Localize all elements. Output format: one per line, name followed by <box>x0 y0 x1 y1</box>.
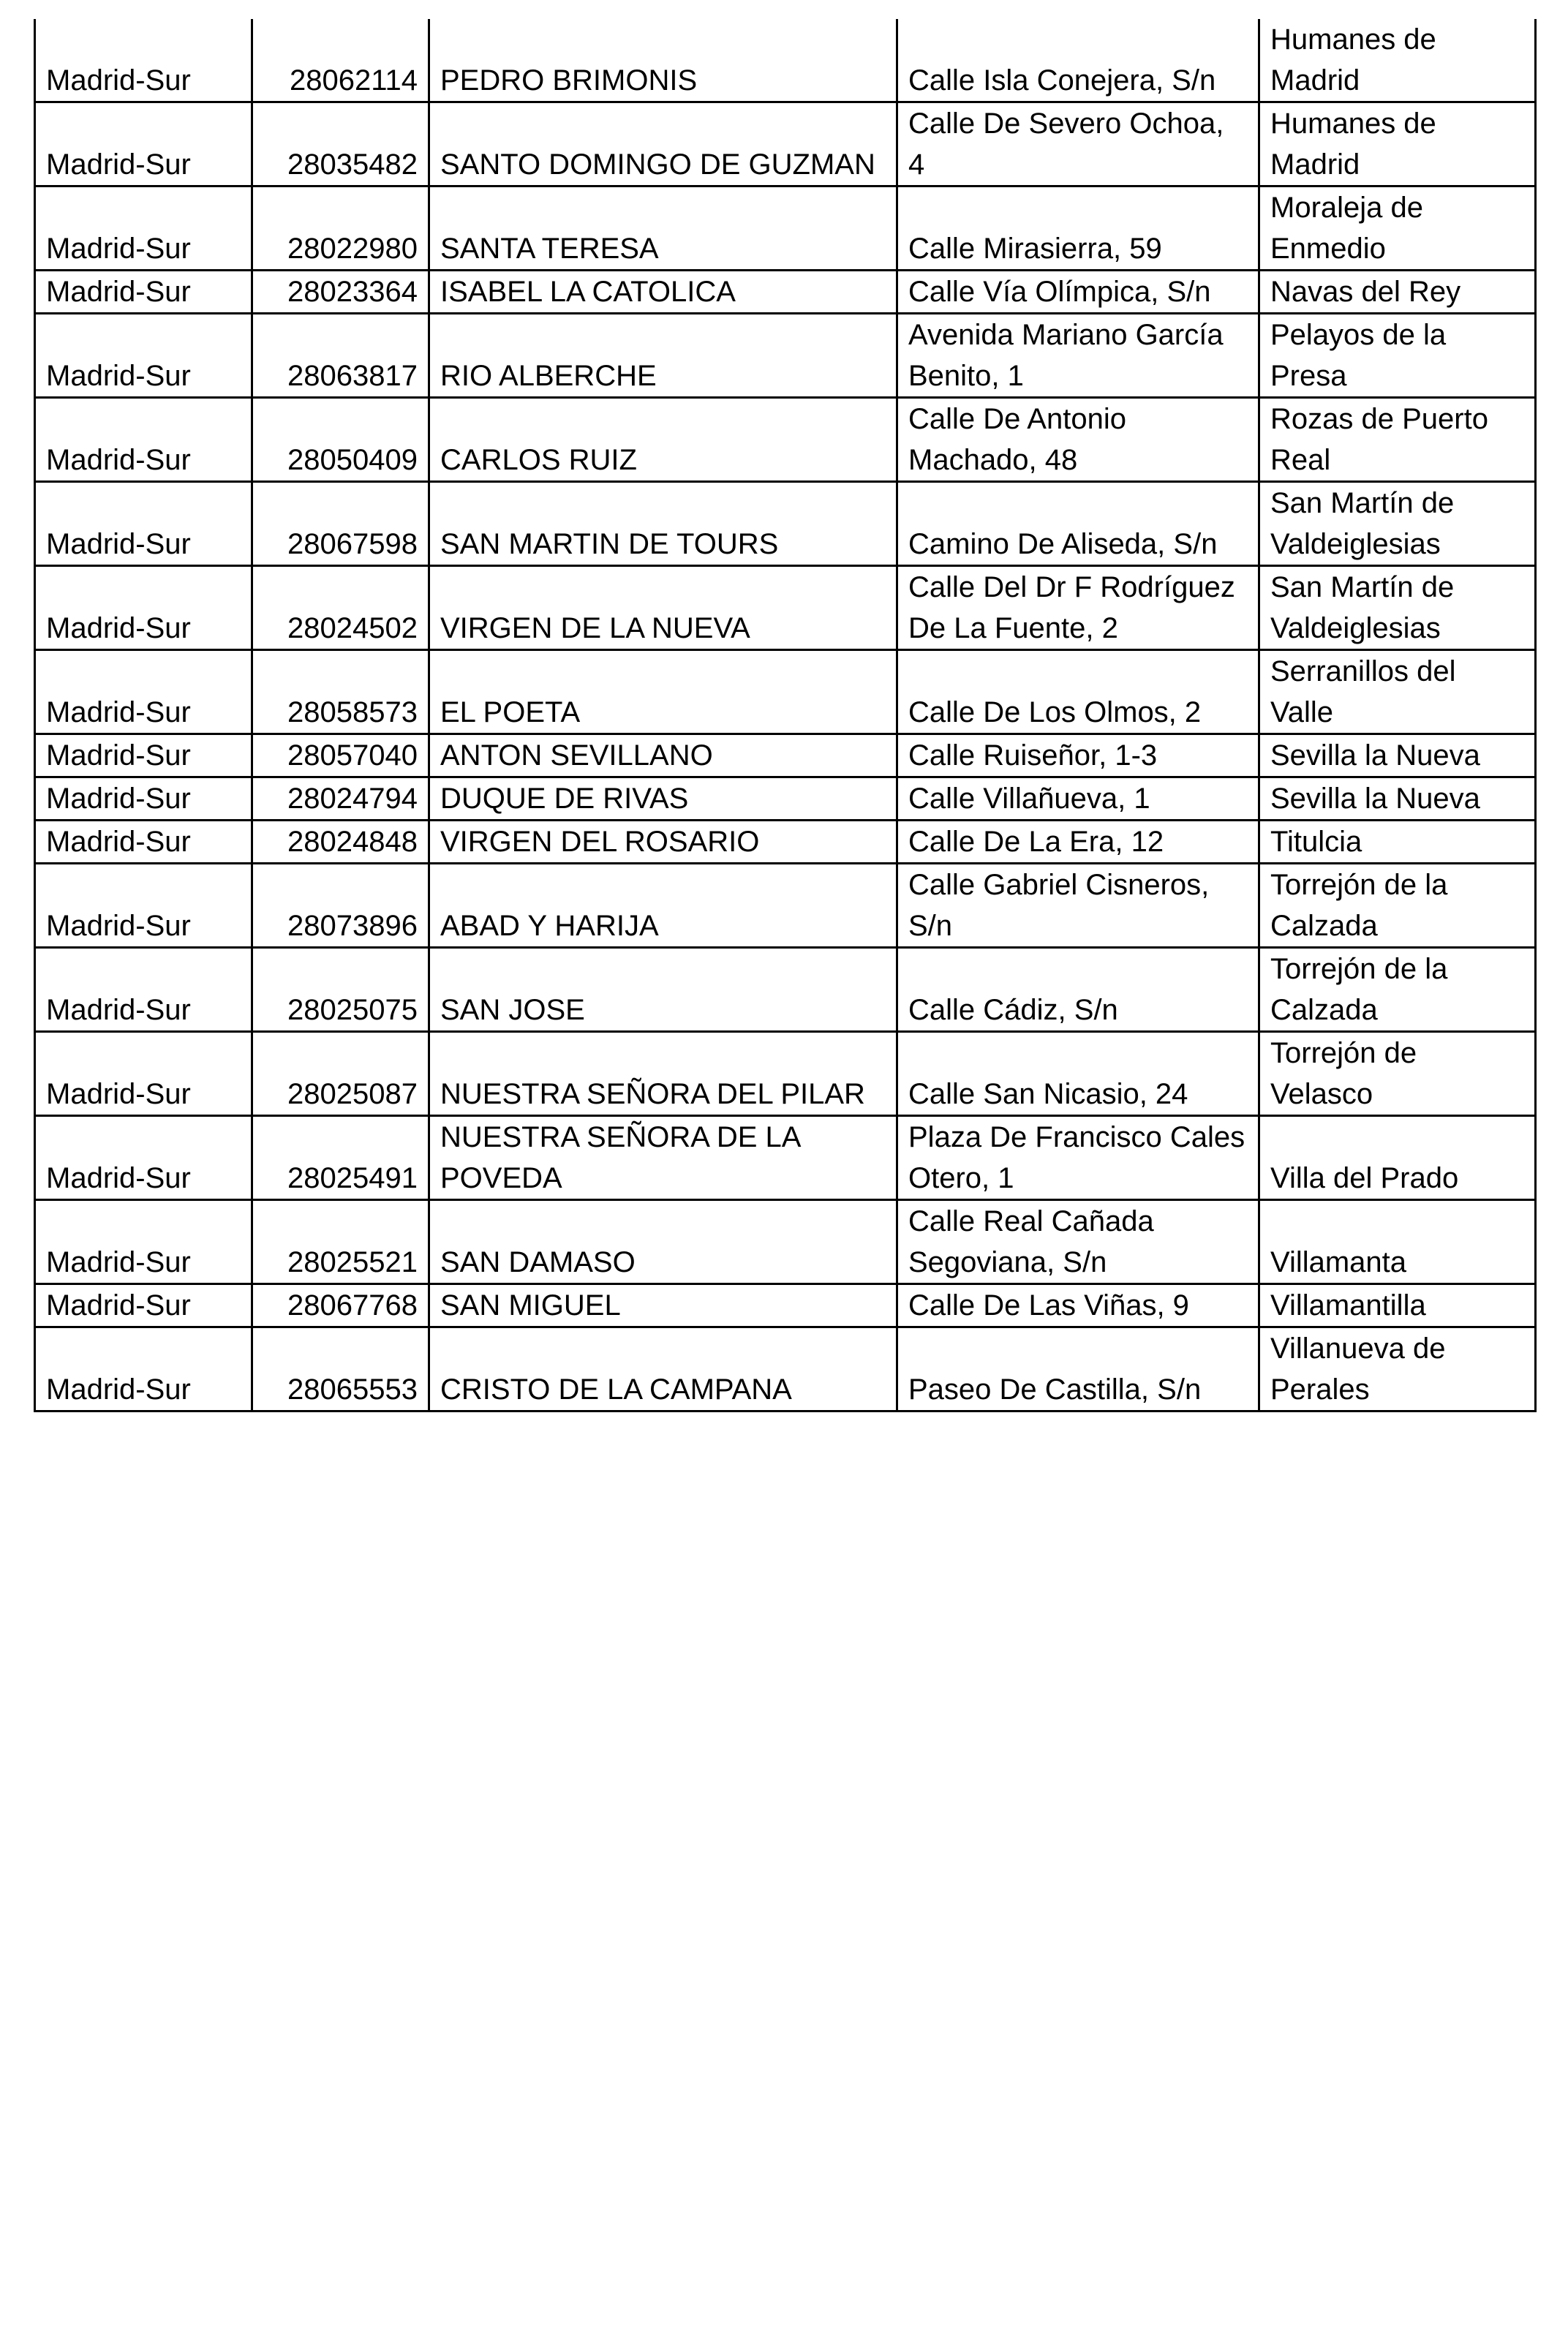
school-code-cell: 28057040 <box>252 734 429 777</box>
address-cell: Calle Villañueva, 1 <box>897 777 1259 821</box>
school-code-cell: 28025075 <box>252 948 429 1032</box>
school-code-cell: 28024848 <box>252 821 429 864</box>
town-cell: Torrejón de la Calzada <box>1259 948 1536 1032</box>
address-cell: Calle De Los Olmos, 2 <box>897 650 1259 734</box>
area-cell: Madrid-Sur <box>35 777 252 821</box>
school-name-cell: PEDRO BRIMONIS <box>429 19 897 102</box>
area-cell: Madrid-Sur <box>35 186 252 271</box>
table-row <box>35 271 1536 314</box>
school-name-cell: SAN DAMASO <box>429 1200 897 1284</box>
address-cell: Calle De Antonio Machado, 48 <box>897 398 1259 482</box>
area-cell: Madrid-Sur <box>35 864 252 948</box>
school-code-cell: 28067768 <box>252 1284 429 1327</box>
address-cell: Calle San Nicasio, 24 <box>897 1032 1259 1116</box>
address-cell: Calle De Severo Ochoa, 4 <box>897 102 1259 186</box>
school-name-cell: SAN MARTIN DE TOURS <box>429 482 897 566</box>
school-code-cell: 28065553 <box>252 1327 429 1411</box>
school-code-cell: 28025491 <box>252 1116 429 1200</box>
address-cell: Calle De La Era, 12 <box>897 821 1259 864</box>
school-name-cell: ANTON SEVILLANO <box>429 734 897 777</box>
school-code-cell: 28058573 <box>252 650 429 734</box>
area-cell: Madrid-Sur <box>35 1284 252 1327</box>
town-cell: Humanes de Madrid <box>1259 19 1536 102</box>
area-cell: Madrid-Sur <box>35 566 252 650</box>
town-cell: Titulcia <box>1259 821 1536 864</box>
address-cell: Calle Del Dr F Rodríguez De La Fuente, 2 <box>897 566 1259 650</box>
town-cell: Villamanta <box>1259 1200 1536 1284</box>
address-cell: Plaza De Francisco Cales Otero, 1 <box>897 1116 1259 1200</box>
table-row <box>35 1284 1536 1327</box>
school-code-cell: 28062114 <box>252 19 429 102</box>
address-cell: Calle Real Cañada Segoviana, S/n <box>897 1200 1259 1284</box>
table-row <box>35 734 1536 777</box>
school-code-cell: 28025087 <box>252 1032 429 1116</box>
table-row <box>35 650 1536 734</box>
school-code-cell: 28024502 <box>252 566 429 650</box>
town-cell: Navas del Rey <box>1259 271 1536 314</box>
town-cell: San Martín de Valdeiglesias <box>1259 566 1536 650</box>
area-cell: Madrid-Sur <box>35 1327 252 1411</box>
table-row <box>35 19 1536 102</box>
schools-table <box>34 19 1537 1412</box>
area-cell: Madrid-Sur <box>35 398 252 482</box>
address-cell: Calle Gabriel Cisneros, S/n <box>897 864 1259 948</box>
school-name-cell: CARLOS RUIZ <box>429 398 897 482</box>
town-cell: Moraleja de Enmedio <box>1259 186 1536 271</box>
address-cell: Avenida Mariano García Benito, 1 <box>897 314 1259 398</box>
school-name-cell: CRISTO DE LA CAMPANA <box>429 1327 897 1411</box>
school-name-cell: EL POETA <box>429 650 897 734</box>
school-code-cell: 28063817 <box>252 314 429 398</box>
town-cell: Pelayos de la Presa <box>1259 314 1536 398</box>
area-cell: Madrid-Sur <box>35 1116 252 1200</box>
area-cell: Madrid-Sur <box>35 1200 252 1284</box>
school-name-cell: ISABEL LA CATOLICA <box>429 271 897 314</box>
town-cell: Torrejón de Velasco <box>1259 1032 1536 1116</box>
school-name-cell: RIO ALBERCHE <box>429 314 897 398</box>
area-cell: Madrid-Sur <box>35 19 252 102</box>
table-row <box>35 482 1536 566</box>
area-cell: Madrid-Sur <box>35 102 252 186</box>
school-name-cell: NUESTRA SEÑORA DE LA POVEDA <box>429 1116 897 1200</box>
town-cell: Villa del Prado <box>1259 1116 1536 1200</box>
school-code-cell: 28073896 <box>252 864 429 948</box>
area-cell: Madrid-Sur <box>35 948 252 1032</box>
table-row <box>35 864 1536 948</box>
school-code-cell: 28067598 <box>252 482 429 566</box>
table-row <box>35 314 1536 398</box>
school-code-cell: 28024794 <box>252 777 429 821</box>
table-row <box>35 102 1536 186</box>
area-cell: Madrid-Sur <box>35 314 252 398</box>
area-cell: Madrid-Sur <box>35 482 252 566</box>
school-name-cell: SANTO DOMINGO DE GUZMAN <box>429 102 897 186</box>
table-row <box>35 1032 1536 1116</box>
table-row <box>35 821 1536 864</box>
table-row <box>35 566 1536 650</box>
address-cell: Calle Mirasierra, 59 <box>897 186 1259 271</box>
town-cell: Torrejón de la Calzada <box>1259 864 1536 948</box>
address-cell: Calle Ruiseñor, 1-3 <box>897 734 1259 777</box>
town-cell: Villanueva de Perales <box>1259 1327 1536 1411</box>
table-row <box>35 948 1536 1032</box>
table-row <box>35 777 1536 821</box>
school-name-cell: VIRGEN DEL ROSARIO <box>429 821 897 864</box>
table-row <box>35 1116 1536 1200</box>
school-name-cell: SANTA TERESA <box>429 186 897 271</box>
table-row <box>35 1327 1536 1411</box>
school-name-cell: SAN MIGUEL <box>429 1284 897 1327</box>
school-code-cell: 28022980 <box>252 186 429 271</box>
town-cell: Rozas de Puerto Real <box>1259 398 1536 482</box>
town-cell: Humanes de Madrid <box>1259 102 1536 186</box>
address-cell: Calle Vía Olímpica, S/n <box>897 271 1259 314</box>
town-cell: Sevilla la Nueva <box>1259 734 1536 777</box>
school-name-cell: DUQUE DE RIVAS <box>429 777 897 821</box>
address-cell: Calle Cádiz, S/n <box>897 948 1259 1032</box>
area-cell: Madrid-Sur <box>35 1032 252 1116</box>
town-cell: Villamantilla <box>1259 1284 1536 1327</box>
school-name-cell: NUESTRA SEÑORA DEL PILAR <box>429 1032 897 1116</box>
school-code-cell: 28023364 <box>252 271 429 314</box>
area-cell: Madrid-Sur <box>35 271 252 314</box>
table-row <box>35 186 1536 271</box>
table-row <box>35 1200 1536 1284</box>
school-name-cell: VIRGEN DE LA NUEVA <box>429 566 897 650</box>
address-cell: Paseo De Castilla, S/n <box>897 1327 1259 1411</box>
town-cell: Sevilla la Nueva <box>1259 777 1536 821</box>
school-name-cell: ABAD Y HARIJA <box>429 864 897 948</box>
address-cell: Calle De Las Viñas, 9 <box>897 1284 1259 1327</box>
schools-table-body <box>35 19 1536 1411</box>
address-cell: Calle Isla Conejera, S/n <box>897 19 1259 102</box>
school-code-cell: 28050409 <box>252 398 429 482</box>
school-name-cell: SAN JOSE <box>429 948 897 1032</box>
town-cell: Serranillos del Valle <box>1259 650 1536 734</box>
area-cell: Madrid-Sur <box>35 821 252 864</box>
address-cell: Camino De Aliseda, S/n <box>897 482 1259 566</box>
table-row <box>35 398 1536 482</box>
school-code-cell: 28025521 <box>252 1200 429 1284</box>
area-cell: Madrid-Sur <box>35 734 252 777</box>
area-cell: Madrid-Sur <box>35 650 252 734</box>
school-code-cell: 28035482 <box>252 102 429 186</box>
town-cell: San Martín de Valdeiglesias <box>1259 482 1536 566</box>
